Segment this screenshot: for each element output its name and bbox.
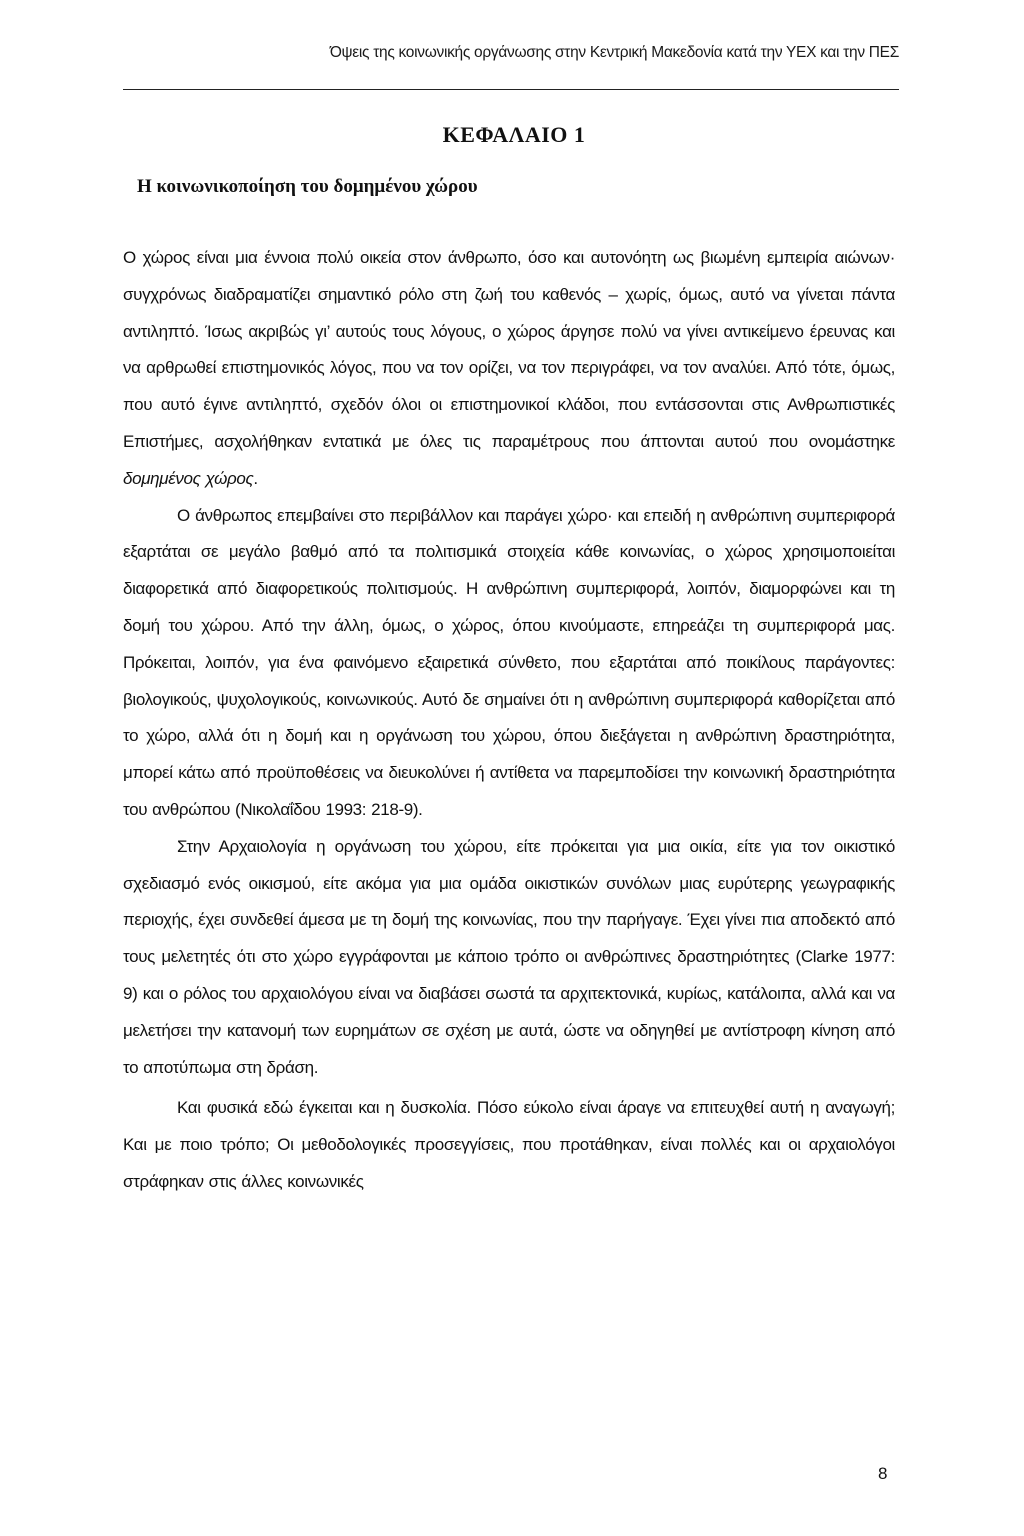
paragraph-4: Και φυσικά εδώ έγκειται και η δυσκολία. Πόσο εύκολο είναι άραγε να επιτευχθεί αυτή η αναγωγή; Και με ποιο τρόπο; Οι μεθοδολογικές προσεγγίσεις, που προτάθηκαν, είναι πολλές και οι αρχαιολόγοι στράφηκαν στις άλλες κοινωνικές <box>123 1098 895 1191</box>
body-text <box>123 240 895 1201</box>
paragraph-3: Στην Αρχαιολογία η οργάνωση του χώρου, είτε πρόκειται για μια οικία, είτε για τον οικιστικό σχεδιασμό ενός οικισμού, είτε ακόμα για μια ομάδα οικιστικών συνόλων μιας ευρύτερης γεωγραφικής περιοχής, έχει συνδεθεί άμεσα με τη δομή της κοινωνίας, που την παρήγαγε. Έχει γίνει πια αποδεκτό από τους μελετητές ότι στο χώρο εγγράφονται με κάποιο τρόπο οι ανθρώπινες δραστηριότητες (Clarke 1977: 9) και ο ρόλος του αρχαιολόγου είναι να διαβάσει σωστά τα αρχιτεκτονικά, κυρίως, κατάλοιπα, αλλά και να μελετήσει την κατανομή των ευρημάτων σε σχέση με αυτά, ώστε να οδηγηθεί με αντίστροφη κίνηση από το αποτύπωμα στη δράση. <box>123 836 895 1077</box>
header-rule <box>123 89 899 90</box>
paragraph-1-end: . <box>253 468 258 488</box>
page-number: 8 <box>878 1464 888 1483</box>
chapter-title: ΚΕΦΑΛΑΙΟ 1 <box>442 122 586 147</box>
paragraph-2: Ο άνθρωπος επεμβαίνει στο περιβάλλον και παράγει χώρο· και επειδή η ανθρώπινη συμπεριφορά εξαρτάται σε μεγάλο βαθμό από τα πολιτισμικά στοιχεία κάθε κοινωνίας, ο χώρος χρησιμοποιείται διαφορετικά από διαφορετικούς πολιτισμούς. Η ανθρώπινη συμπεριφορά, λοιπόν, διαμορφώνει και τη δομή του χώρου. Από την άλλη, όμως, ο χώρος, όπου κινούμαστε, επηρεάζει τη συμπεριφορά μας. Πρόκειται, λοιπόν, για ένα φαινόμενο εξαιρετικά σύνθετο, που εξαρτάται από ποικίλους παράγοντες: βιολογικούς, ψυχολογικούς, κοινωνικούς. Αυτό δε σημαίνει ότι η ανθρώπινη συμπεριφορά καθορίζεται από το χώρο, αλλά ότι η δομή και η οργάνωση του χώρου, όπου διεξάγεται η ανθρώπινη δραστηριότητα, μπορεί κάτω από προϋποθέσεις να διευκολύνει ή αντίθετα να παρεμποδίσει την κοινωνική δραστηριότητα του ανθρώπου (Νικολαΐδου 1993: 218-9). <box>123 505 895 819</box>
running-header: Όψεις της κοινωνικής οργάνωσης στην Κεντρική Μακεδονία κατά την ΥΕΧ και την ΠΕΣ <box>329 44 899 61</box>
paragraph-1-italic-term: δομημένος χώρος <box>123 468 254 488</box>
paragraph-1 <box>123 240 895 498</box>
section-title: Η κοινωνικοποίηση του δομημένου χώρου <box>137 176 478 197</box>
paragraph-1-text: Ο χώρος είναι μια έννοια πολύ οικεία στον άνθρωπο, όσο και αυτονόητη ως βιωμένη εμπειρία αιώνων· συγχρόνως διαδραματίζει σημαντικό ρόλο στη ζωή του καθενός – χωρίς, όμως, αυτό να γίνεται πάντα αντιληπτό. Ίσως ακριβώς γι’ αυτούς τους λόγους, ο χώρος άργησε πολύ να γίνει αντικείμενο έρευνας και να αρθρωθεί επιστημονικός λόγος, που να τον ορίζει, να τον περιγράφει, να τον αναλύει. Από τότε, όμως, που αυτό έγινε αντιληπτό, σχεδόν όλοι οι επιστημονικοί κλάδοι, που εντάσσονται στις Ανθρωπιστικές Επιστήμες, ασχολήθηκαν εντατικά με όλες τις παραμέτρους που άπτονται αυτού που ονομάστηκε <box>123 248 895 451</box>
